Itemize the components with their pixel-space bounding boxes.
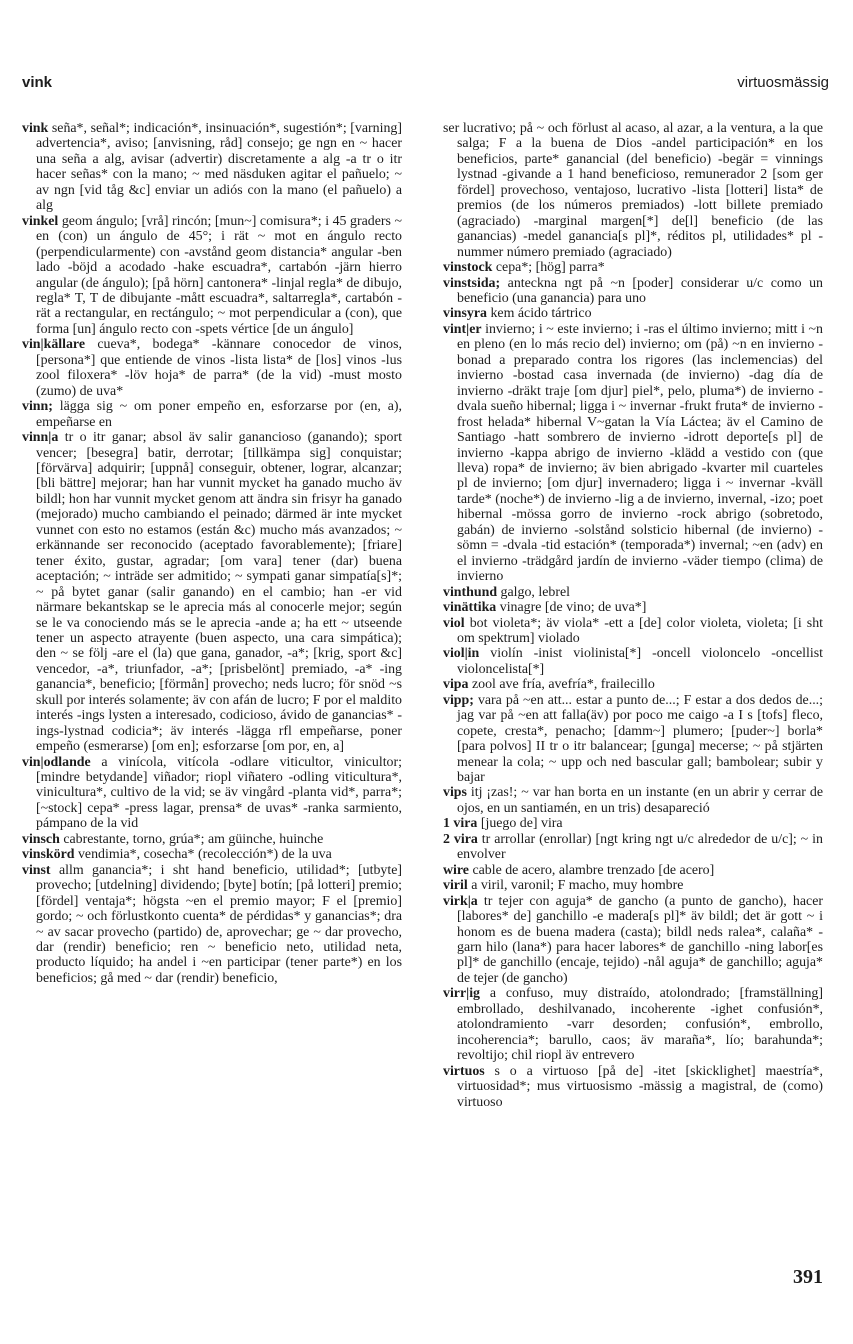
entry-definition: cable de acero, alambre trenzado [de acero] — [472, 862, 715, 878]
entry-headword: vinsyra — [443, 306, 487, 322]
entry-headword: 2 vira — [443, 831, 478, 847]
dictionary-entry — [22, 832, 402, 847]
entry-headword: viol|in — [443, 646, 480, 662]
entry-definition: vinagre [de vino; de uva*] — [499, 600, 647, 616]
entry-headword: vipa — [443, 677, 469, 693]
dictionary-entry — [443, 646, 823, 677]
entry-definition: tr o itr ganar; absol äv salir ganancioso (ganando); sport vencer; [besegra] batir, derrotar; [tillkämpa sig] conquistar; [förvärva] adquirir; [uppnå] conseguir, obtener, lograr, alcanzar; [bli bättre] mejorar; han har vunnit mycket ha ganado mucho äv bildl; hon har vunnit mycket genom att ändra sin frisyr ha ganado (mejorado) mucho cambiando el peinado; därmed är inte mycket vunnet con esto no estamos (están &c) mucho más avanzados; ~ erkännande ser reconocido (aceptado favorablemente); [friare] tener éxito, gustar, agradar; [om vara] tener (dar) buena aceptación; ~ inträde ser admitido; ~ sympati ganar simpatía[s]*; ~ på bytet ganar (salir ganando) en el cambio; han -er vid närmare bekantskap se le aprecia más al conocerle mejor; según se le va conociendo más se le aprecia -ande a; ha ett ~ utseende tener un aspecto atrayente (buen aspecto, una cara simpática); den ~ se följ -are el (la) que gana, ganador, -a*; [krig, sport &c] vencedor, -a*, triunfador, -a*; [prisbelönt] premiado, -a* -ing ganancia*, beneficio; [förmån] provecho; neds lucro; för snöd ~s skull por interés solamente; äv con afán de lucro; F por el maldito interés -ings lysten a interesado, codicioso, ávido de ganancias* -ings-lystnad codicia*; äv interés -lägga rfl empeñarse, poner empeño (esmerarse) [om en]; esforzarse [om por, en, a] — [36, 430, 402, 755]
dictionary-entry — [22, 430, 402, 755]
entry-headword: vinn; — [22, 399, 53, 415]
right-column — [443, 121, 823, 1110]
dictionary-entry — [443, 878, 823, 893]
entry-definition: lägga sig ~ om poner empeño en, esforzarse por (en, a), empeñarse en — [36, 399, 402, 430]
dictionary-entry — [443, 863, 823, 878]
dictionary-entry — [443, 276, 823, 307]
header-left-guideword: vink — [22, 74, 53, 91]
entry-definition: invierno; i ~ este invierno; i -ras el último invierno; mitt i ~n en pleno (en lo más recio del) invierno; om (på) ~n en invierno -bonad a preparado contra los rigores (las inclemencias) del invierno -bostad casa invernada (de invierno) -dag día de invierno -dräkt traje [om djur] piel*, pelo, pluma*) de invierno -dvala sueño hibernal; ligga i ~ invernar -frukt fruta* de invierno -frost helada* hibernal V~gatan la Vía Láctea; äv el Camino de Santiago -hatt sombrero de invierno -idrott deporte[s pl] de invierno -kappa abrigo de invierno -klädd a vestido con (que lleva) ropa* de invierno; äv bien abrigado -kvarter mil cuarteles pl de invierno; [om djur] invernadero; ligga i ~ invernar -kväll tarde* (noche*) de invierno -lig a de invierno, invernal, -izo; poet hibernal -mössa gorro de invierno -rock abrigo (sobretodo, gabán) de invierno -solstånd solsticio hibernal (de invierno) -sömn = -dvala -tid estación* (temporada*) invernal; ~en (adv) en el invierno -trädgård jardín de invierno -väder tiempo (clima) de invierno — [457, 321, 823, 585]
entry-headword: vink — [22, 121, 49, 136]
entry-definition: vara på ~en att... estar a punto de...; F estar a dos dedos de...; jag var på ~en att falla(äv) por poco me caigo -a I s [tofs] fleco, copete, cresta*, penacho; [damm~] plumero; [puder~] borla* [para polvos] II tr o itr balancear; [gunga] mecerse; ~ på stjärten menear la cola; ~ upp och ned bascular gall; bambolear; subir y bajar — [457, 692, 823, 786]
dictionary-entry — [443, 832, 823, 863]
dictionary-entry — [443, 785, 823, 816]
page-header — [22, 74, 829, 96]
dictionary-entry — [443, 322, 823, 585]
entry-definition: bot violeta*; äv viola* -ett a [de] color violeta, violeta; [i sht om spektrum] violado — [457, 615, 823, 646]
entry-headword: vinsch — [22, 831, 60, 847]
entry-headword: vinst — [22, 862, 51, 878]
dictionary-entry — [22, 399, 402, 430]
entry-definition: cabrestante, torno, grúa*; am güinche, huinche — [63, 831, 324, 847]
dictionary-entry — [443, 306, 823, 321]
dictionary-entry — [443, 260, 823, 275]
entry-headword: viol — [443, 615, 465, 631]
entry-headword: virr|ig — [443, 986, 480, 1002]
dictionary-entry — [443, 121, 823, 260]
entry-headword: vipp; — [443, 692, 474, 708]
entry-definition: galgo, lebrel — [500, 584, 570, 600]
entry-definition: tr tejer con aguja* de gancho (a punto de gancho), hacer [labores* de] ganchillo -e madera[s pl]* äv bildl; det är gott ~ i honom es de buena madera (casta); bildl neds ralea*, calaña* -garn hilo (lana*) para hacer labores* de ganchillo -ning labor[es pl]* de ganchillo (encaje, tejido) -nål aguja* de ganchillo; aguja* de tejer (de gancho) — [457, 893, 823, 986]
entry-definition: anteckna ngt på ~n [poder] considerar u/c como un beneficio (una ganancia) para uno — [457, 275, 823, 306]
entry-definition: kem ácido tártrico — [490, 306, 592, 322]
entry-headword: wire — [443, 862, 469, 878]
entry-definition: cepa*; [hög] parra* — [495, 260, 605, 276]
entry-headword: vinn|a — [22, 430, 59, 446]
entry-definition: seña*, señal*; indicación*, insinuación*, sugestión*; [varning] advertencia*, aviso; [anvisning, råd] consejo; ge ngn en ~ hacer una seña a alg, avisar (advertir) discretamente a alg -a tr o itr hacer señas* con la mano; ~ med näsduken agitar el pañuelo; ~ av ngn [vid tåg &c] enviar un adiós con la mano (el pañuelo) a alg — [36, 121, 402, 214]
dictionary-entry — [22, 214, 402, 338]
entry-definition: vendimia*, cosecha* (recolección*) de la uva — [77, 847, 332, 863]
dictionary-entry — [443, 894, 823, 987]
entry-headword: viril — [443, 878, 468, 894]
entry-definition: a viril, varonil; F macho, muy hombre — [471, 878, 684, 894]
dictionary-entry — [22, 337, 402, 399]
dictionary-entry — [22, 121, 402, 214]
entry-headword: virtuos — [443, 1063, 485, 1079]
entry-definition: a vinícola, vitícola -odlare viticultor, vinicultor; [mindre betydande] viñador; riopl viñatero -odling viticultura*, vinicultura*, cultivo de la vid; se äv vingård -planta vid*, parra*; [~stock] cepa* -press lagar, prensa* de uvas* -ranka sarmiento, pámpano de la vid — [36, 754, 402, 832]
entry-headword: vinkel — [22, 213, 59, 229]
dictionary-entry — [443, 616, 823, 647]
entry-definition: geom ángulo; [vrå] rincón; [mun~] comisura*; i 45 graders ~ en (con) un ángulo de 45°; i rät ~ mot en ángulo recto (perpendicularmente) con -avstånd geom distancia* angular -ben lado -böjd a acodado -hake escuadra*, cartabón -järn hierro angular (de ángulo); [på hörn] cantonera* -linjal regla* de dibujo, regla* T, T de dibujante -mått escuadra*, saltarregla*, cartabón -rät a rectangular, en rectángulo; ~ mot perpendicular a (con), que forma [un] ángulo recto con -spets vértice [de un ángulo] — [36, 213, 402, 337]
entry-headword: vinskörd — [22, 847, 75, 863]
left-column — [22, 121, 402, 986]
dictionary-entry — [22, 863, 402, 987]
dictionary-entry — [443, 693, 823, 786]
page-number: 391 — [793, 1266, 823, 1288]
dictionary-entry — [22, 755, 402, 832]
entry-headword: vinättika — [443, 600, 497, 616]
dictionary-entry — [443, 1064, 823, 1110]
entry-definition: ser lucrativo; på ~ och förlust al acaso, al azar, a la ventura, a la que salga; F a la buena de Dios -andel participación* en los beneficios, parte* ganancial (del beneficio) -begär = vinnings lystnad -givande a 1 hand beneficioso, remunerador 2 [som ger fördel] provechoso, ventajoso, lucrativo -lista [lotteri] lista* de premios (de los números premiados) -lott billete premiado (agraciado) -marginal margen[*] de[l] beneficio (de las ganancias) -medel ganancia[s pl]*, réditos pl, utilidades* pl -nummer número premiado (agraciado) — [443, 121, 823, 260]
entry-definition: zool ave fría, avefría*, frailecillo — [471, 677, 655, 693]
dictionary-entry — [443, 986, 823, 1063]
dictionary-entry — [443, 816, 823, 831]
entry-definition: allm ganancia*; i sht hand beneficio, utilidad*; [utbyte] provecho; [utdelning] dividendo; [byte] botín; [på lotteri] premio; [fördel] ventaja*; högsta ~en el premio mayor; F el [premio] gordo; ~ och förlustkonto cuenta* de pérdidas* y ganancias*; dra ~ av sacar provecho (partido) de, aprovechar; ge ~ dar provecho, dar (rendir) beneficio; ren ~ beneficio neto, utilidad neta, producto líquido; ha andel i ~en participar (tener parte*) en los beneficios; gå med ~ dar (rendir) beneficio, — [36, 862, 403, 986]
entry-definition: s o a virtuoso [på de] -itet [skicklighet] maestría*, virtuosidad*; mus virtuosismo -mässig a magistral, de (como) virtuoso — [457, 1063, 823, 1110]
entry-definition: violín -inist violinista[*] -oncell violoncelo -oncellist violoncelista[*] — [457, 646, 823, 677]
dictionary-entry — [443, 585, 823, 600]
entry-headword: vinstsida; — [443, 275, 501, 291]
dictionary-entry — [22, 847, 402, 862]
entry-headword: virk|a — [443, 893, 478, 909]
dictionary-entry — [443, 600, 823, 615]
entry-definition: a confuso, muy distraído, atolondrado; [framställning] embrollado, deshilvanado, incoherente -ighet confusión*, atolondramiento -varr desorden; confusión*, embrollo, incoherencia*; barullo, caos; äv maraña*, lío; barahunda*; revoltijo; chil riopl äv entrevero — [457, 986, 824, 1064]
entry-headword: vinstock — [443, 260, 493, 276]
entry-definition: itj ¡zas!; ~ var han borta en un instante (en un abrir y cerrar de ojos, en un santiamén, en un tris) desapareció — [457, 785, 823, 816]
entry-headword: vinthund — [443, 584, 498, 600]
entry-definition: cueva*, bodega* -kännare conocedor de vinos, [persona*] que entiende de vinos -lista lista* de [los] vinos -lus zool filoxera* -löv hoja* de parra* (de la vid) -must mosto (zumo) de uva* — [36, 337, 402, 399]
entry-headword: vips — [443, 785, 467, 801]
entry-headword: vin|källare — [22, 337, 86, 353]
dictionary-entry — [443, 677, 823, 692]
entry-definition: tr arrollar (enrollar) [ngt kring ngt u/c alrededor de u/c]; ~ in envolver — [457, 831, 823, 863]
entry-headword: 1 vira — [443, 816, 478, 832]
entry-definition: [juego de] vira — [480, 816, 563, 832]
entry-headword: vint|er — [443, 321, 482, 337]
entry-headword: vin|odlande — [22, 754, 91, 770]
header-right-guideword: virtuosmässig — [737, 74, 829, 91]
